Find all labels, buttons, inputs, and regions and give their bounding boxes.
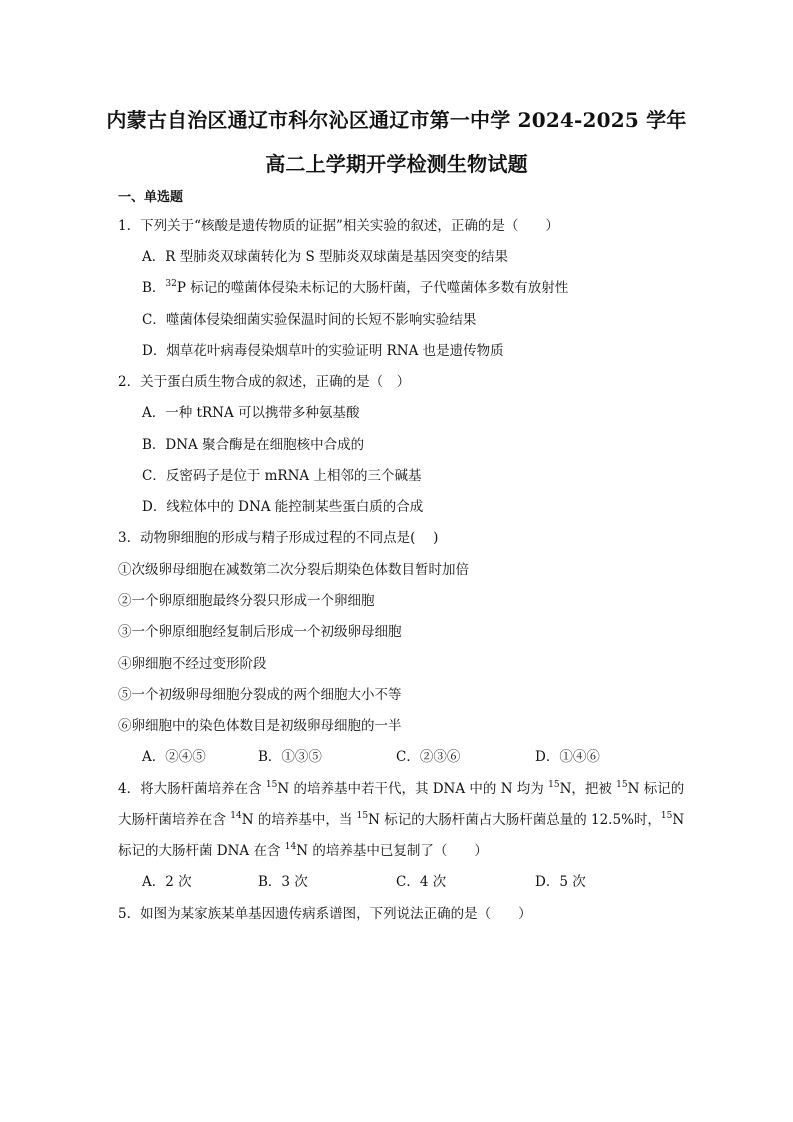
question-4-option-c: C．4 次	[396, 874, 447, 890]
question-4-option-d: D．5 次	[535, 874, 586, 890]
question-3-stem: 3．动物卵细胞的形成与精子形成过程的不同点是( )	[118, 530, 439, 546]
question-3-statement-6: ⑥卵细胞中的染色体数目是初级卵母细胞的一半	[118, 718, 402, 734]
question-2-option-b: B．DNA 聚合酶是在细胞核中合成的	[142, 437, 365, 453]
question-2-option-a: A．一种 tRNA 可以携带多种氨基酸	[142, 405, 360, 421]
question-4-stem-line-1: 4．将大肠杆菌培养在含 $^{15}$N 的培养基中若干代，其 DNA 中的 N 均为 $^{15}$N，把被 $^{15}$N 标记的	[118, 779, 685, 797]
question-2-option-c: C．反密码子是位于 mRNA 上相邻的三个碱基	[142, 468, 422, 484]
question-2-stem: 2．关于蛋白质生物合成的叙述，正确的是（ ）	[118, 374, 411, 390]
question-3-statement-3: ③一个卵原细胞经复制后形成一个初级卵母细胞	[118, 624, 402, 640]
question-4-stem-line-3: 标记的大肠杆菌 DNA 在含 $^{14}$N 的培养基中已复制了（ ）	[118, 841, 488, 859]
title-line-2: 高二上学期开学检测生物试题	[265, 152, 528, 176]
question-4-option-b: B．3 次	[258, 874, 308, 890]
section-heading: 一、单选题	[118, 190, 184, 205]
question-1-option-a: A．R 型肺炎双球菌转化为 S 型肺炎双球菌是基因突变的结果	[142, 249, 509, 265]
question-1-option-c: C．噬菌体侵染细菌实验保温时间的长短不影响实验结果	[142, 312, 477, 328]
question-4-stem-line-2: 大肠杆菌培养在含 $^{14}$N 的培养基中，当 $^{15}$N 标记的大肠杆菌占大肠杆菌总量的 12.5%时，$^{15}$N	[118, 810, 685, 828]
question-3-statement-2: ②一个卵原细胞最终分裂只形成一个卵细胞	[118, 593, 375, 609]
question-3-option-b: B．①③⑤	[258, 749, 322, 765]
question-4-option-a: A．2 次	[142, 874, 192, 890]
question-3-option-d: D．①④⑥	[535, 749, 600, 765]
question-3-statement-1: ①次级卵母细胞在减数第二次分裂后期染色体数目暂时加倍	[118, 562, 469, 578]
question-2-option-d: D．线粒体中的 DNA 能控制某些蛋白质的合成	[142, 499, 424, 515]
title-line-1: 内蒙古自治区通辽市科尔沁区通辽市第一中学 2024-2025 学年	[106, 108, 687, 132]
question-3-statement-4: ④卵细胞不经过变形阶段	[118, 656, 267, 672]
question-3-option-a: A．②④⑤	[142, 749, 206, 765]
question-1-option-d: D．烟草花叶病毒侵染烟草叶的实验证明 RNA 也是遗传物质	[142, 343, 504, 359]
question-3-statement-5: ⑤一个初级卵母细胞分裂成的两个细胞大小不等	[118, 687, 402, 703]
question-1-option-b: B．$^{32}$P 标记的噬菌体侵染未标记的大肠杆菌，子代噬菌体多数有放射性	[142, 278, 569, 296]
question-3-option-c: C．②③⑥	[396, 749, 461, 765]
question-5-stem: 5．如图为某家族某单基因遗传病系谱图，下列说法正确的是（ ）	[118, 906, 532, 922]
question-1-stem: 1．下列关于“核酸是遗传物质的证据”相关实验的叙述，正确的是（ ）	[118, 218, 559, 234]
